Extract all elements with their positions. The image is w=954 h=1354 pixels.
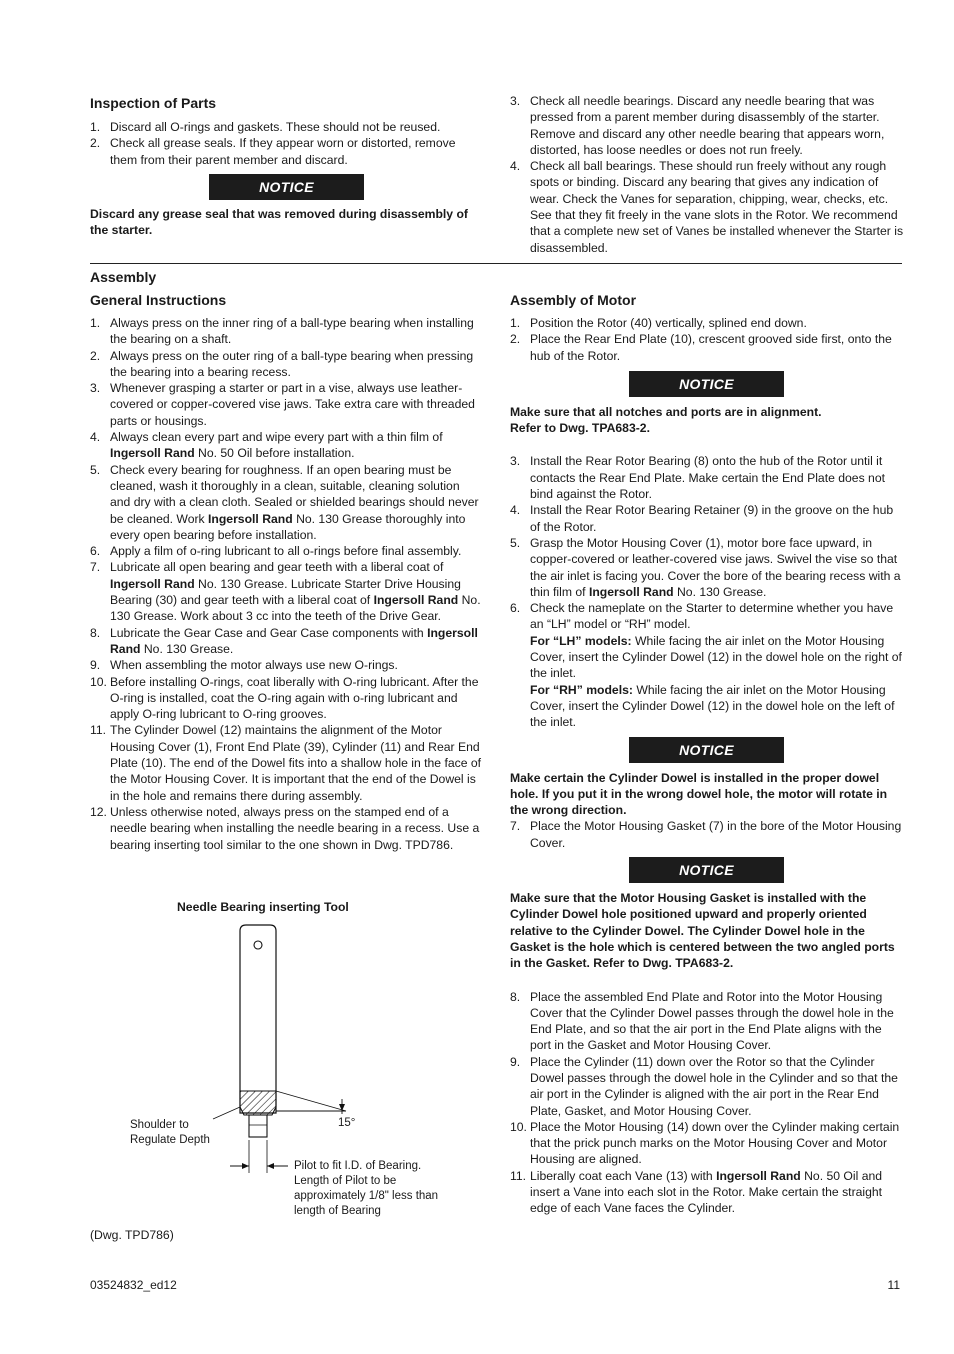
general-instructions-list xyxy=(90,315,482,853)
motor-assembly-heading: Assembly of Motor xyxy=(510,292,637,308)
notice-banner: NOTICE xyxy=(209,174,364,200)
list-item: 7. Place the Motor Housing Gasket (7) in the bore of the Motor Housing Cover. xyxy=(510,819,902,850)
figure-title: Needle Bearing inserting Tool xyxy=(177,900,349,914)
list-item: 2. Always press on the outer ring of a ball-type bearing when pressing the bearing into a bearing recess. xyxy=(90,348,474,379)
list-item: 8. Lubricate the Gear Case and Gear Case components with Ingersoll Rand No. 130 Grease. xyxy=(90,625,478,656)
list-item: 1. Position the Rotor (40) vertically, splined end down. xyxy=(510,316,807,330)
list-item: 11. The Cylinder Dowel (12) maintains the alignment of the Motor Housing Cover (1), Front End Plate (39), Cylinder (11) and Rear End Plate (10). The end of the Dowel fits into a shallow hole in the face of the Motor Housing Cover. It is important that the end of the Dowel is in the hole and remains there during assembly. xyxy=(90,723,482,803)
list-item: 9. Place the Cylinder (11) down over the Rotor so that the Cylinder Dowel passes through the dowel hole in the Cylinder and so that the air port in the Cylinder is aligned with the air port in the Rear End Plate, Gasket, and Motor Housing Cover. xyxy=(510,1054,898,1118)
assembly-heading: Assembly xyxy=(90,269,157,285)
inspection-section xyxy=(90,94,482,238)
list-item: 8. Place the assembled End Plate and Rotor into the Motor Housing Cover that the Cylinder Dowel passes through the dowel hole in the End Plate, and so that the air port in the End Plate aligns with the port in the Gasket and Motor Housing Cover. xyxy=(510,989,894,1053)
motor-steps-c xyxy=(510,818,904,851)
brand-name: Ingersoll Rand xyxy=(110,625,478,656)
notice-text: Make sure that all notches and ports are in alignment. Refer to Dwg. TPA683-2. xyxy=(510,404,822,436)
notice-banner: NOTICE xyxy=(629,737,784,763)
brand-name: Ingersoll Rand xyxy=(110,446,195,461)
list-item: 6. Apply a film of o-ring lubricant to all o-rings before final assembly. xyxy=(90,544,462,559)
list-item: 2. Place the Rear End Plate (10), crescent grooved side first, onto the hub of the Rotor. xyxy=(510,332,892,363)
list-item: 7. Lubricate all open bearing and gear teeth with a liberal coat of Ingersoll Rand No. 130 Grease. Lubricate Starter Drive Housing Bearing (30) and gear teeth with a liberal coat of Ingersoll Rand No. 130 Grease. Work about 3 cc into the teeth of the Drive Gear. xyxy=(90,560,481,624)
list-item: 3. Install the Rear Rotor Bearing (8) onto the hub of the Rotor until it contacts the Rear End Plate. Make certain the End Plate does not bind against the Rotor. xyxy=(510,454,886,502)
notice-banner: NOTICE xyxy=(629,371,784,397)
list-item: 5. Grasp the Motor Housing Cover (1), motor bore face upward, in copper-covered or leather-covered vise jaws. Swivel the vise so that the air inlet is facing you. Cover the bore of the bearing recess with a thin film of Ingersoll Rand No. 130 Grease. xyxy=(510,535,901,599)
inspection-list-continued xyxy=(510,93,904,256)
list-item: 1. Always press on the inner ring of a ball-type bearing when installing the bearing on a shaft. xyxy=(90,316,474,347)
list-item: 9. When assembling the motor always use new O-rings. xyxy=(90,658,398,673)
page-number: 11 xyxy=(887,1278,900,1292)
shoulder-label: Shoulder to Regulate Depth xyxy=(130,1119,210,1146)
brand-name: Ingersoll Rand xyxy=(588,584,674,599)
hatched-shoulder xyxy=(240,1091,276,1115)
tool-shaft xyxy=(240,925,276,1113)
section-divider xyxy=(90,263,902,264)
pilot-label: Pilot to fit I.D. of Bearing. Length of Pilot to be approximately 1/8" less than length of Bearing xyxy=(294,1160,439,1217)
figure-caption: (Dwg. TPD786) xyxy=(90,1228,174,1242)
notice-text: Discard any grease seal that was removed during disassembly of the starter. xyxy=(90,206,468,238)
document-id: 03524832_ed12 xyxy=(90,1278,177,1292)
list-item: 6. Check the nameplate on the Starter to determine whether you have an “LH” model or “RH” model. For “LH” models: While facing the air inlet on the Motor Housing Cover, insert the Cylinder Dowel (12) in the dowel hole on the right of the inlet. For “RH” models: While facing the air inlet on the Motor Housing Cover, insert the Cylinder Dowel (12) in the dowel hole on the left of the inlet. xyxy=(510,601,902,730)
motor-assembly-section xyxy=(510,291,904,1217)
list-item: 10. Before installing O-rings, coat liberally with O-ring lubricant. After the O-ring is installed, coat the O-ring again with o-ring lubricant and apply O-ring lubricant to O-ring grooves. xyxy=(90,674,479,722)
list-item: 5. Check every bearing for roughness. If an open bearing must be cleaned, wash it thoroughly in a clean, suitable, cleaning solution and dry with a clean cloth. Sealed or shielded bearings should never be cleaned. Work Ingersoll Rand No. 130 Grease thoroughly into every open bearing before installation. xyxy=(90,462,479,542)
brand-name: Ingersoll Rand xyxy=(110,576,195,591)
brand-name: Ingersoll Rand xyxy=(716,1168,801,1183)
angle-label: 15° xyxy=(338,1117,356,1129)
list-item: 3. Whenever grasping a starter or part in a vise, always use leather-covered or copper-covered vise jaws. Take extra care with threaded parts or housings. xyxy=(90,381,475,428)
motor-steps-d xyxy=(510,989,904,1217)
notice-text: Make sure that the Motor Housing Gasket is installed with the Cylinder Dowel hole positioned upward and properly oriented relative to the Cylinder Dowel. The Cylinder Dowel hole in the Gasket is the hole which is centered between the two angled ports in the Gasket. Refer to Dwg. TPA683-2. xyxy=(510,891,895,971)
motor-steps-b xyxy=(510,453,904,730)
inspection-continued xyxy=(510,93,904,256)
inspection-list xyxy=(90,119,482,168)
brand-name: Ingersoll Rand xyxy=(208,511,293,526)
general-instructions-heading: General Instructions xyxy=(90,292,227,308)
list-item: 4. Check all ball bearings. These should run freely without any rough spots or binding. Discard any bearing that gives any indication of wear. Check the Vanes for separation, chipping, wear, checks, etc. See that they fit freely in the vane slots in the Rotor. We recommend that a complete new set of Vanes be installed whenever the Starter is disassembled. xyxy=(510,159,904,255)
list-item: 4. Install the Rear Rotor Bearing Retainer (9) in the groove on the hub of the Rotor. xyxy=(510,503,894,534)
list-item: 12. Unless otherwise noted, always press on the stamped end of a needle bearing when installing the needle bearing in a recess. Use a bearing inserting tool similar to the one shown in Dwg. TPD786. xyxy=(90,804,480,852)
notice-banner: NOTICE xyxy=(629,857,784,883)
brand-name: Ingersoll Rand xyxy=(373,593,459,608)
inspection-heading: Inspection of Parts xyxy=(90,95,217,111)
motor-steps-a xyxy=(510,315,904,364)
list-item: 10. Place the Motor Housing (14) down over the Cylinder making certain that the prick punch marks on the Motor Housing Cover and Motor Housing are aligned. xyxy=(510,1119,900,1167)
list-item: 4. Always clean every part and wipe every part with a thin film of Ingersoll Rand No. 50 Oil before installation. xyxy=(90,430,443,461)
tool-pilot xyxy=(249,1115,267,1137)
list-item: 2. Check all grease seals. If they appear worn or distorted, remove them from their parent member and discard. xyxy=(90,136,456,167)
list-item: 1. Discard all O-rings and gaskets. These should not be reused. xyxy=(90,120,441,134)
notice-text: Make certain the Cylinder Dowel is installed in the proper dowel hole. If you put it in the wrong dowel hole, the motor will rotate in the wrong direction. xyxy=(510,770,888,818)
list-item: 3. Check all needle bearings. Discard any needle bearing that was pressed from a parent member during disassembly of the starter. Remove and discard any other needle bearing that appears worn, distorted, has loose needles or does not run freely. xyxy=(510,94,885,157)
tool-hole xyxy=(254,941,262,949)
list-item: 11. Liberally coat each Vane (13) with Ingersoll Rand No. 50 Oil and insert a Vane into each slot in the Rotor. Make certain the straight edge of each Vane faces the Cylinder. xyxy=(510,1168,883,1216)
assembly-section xyxy=(90,268,482,853)
